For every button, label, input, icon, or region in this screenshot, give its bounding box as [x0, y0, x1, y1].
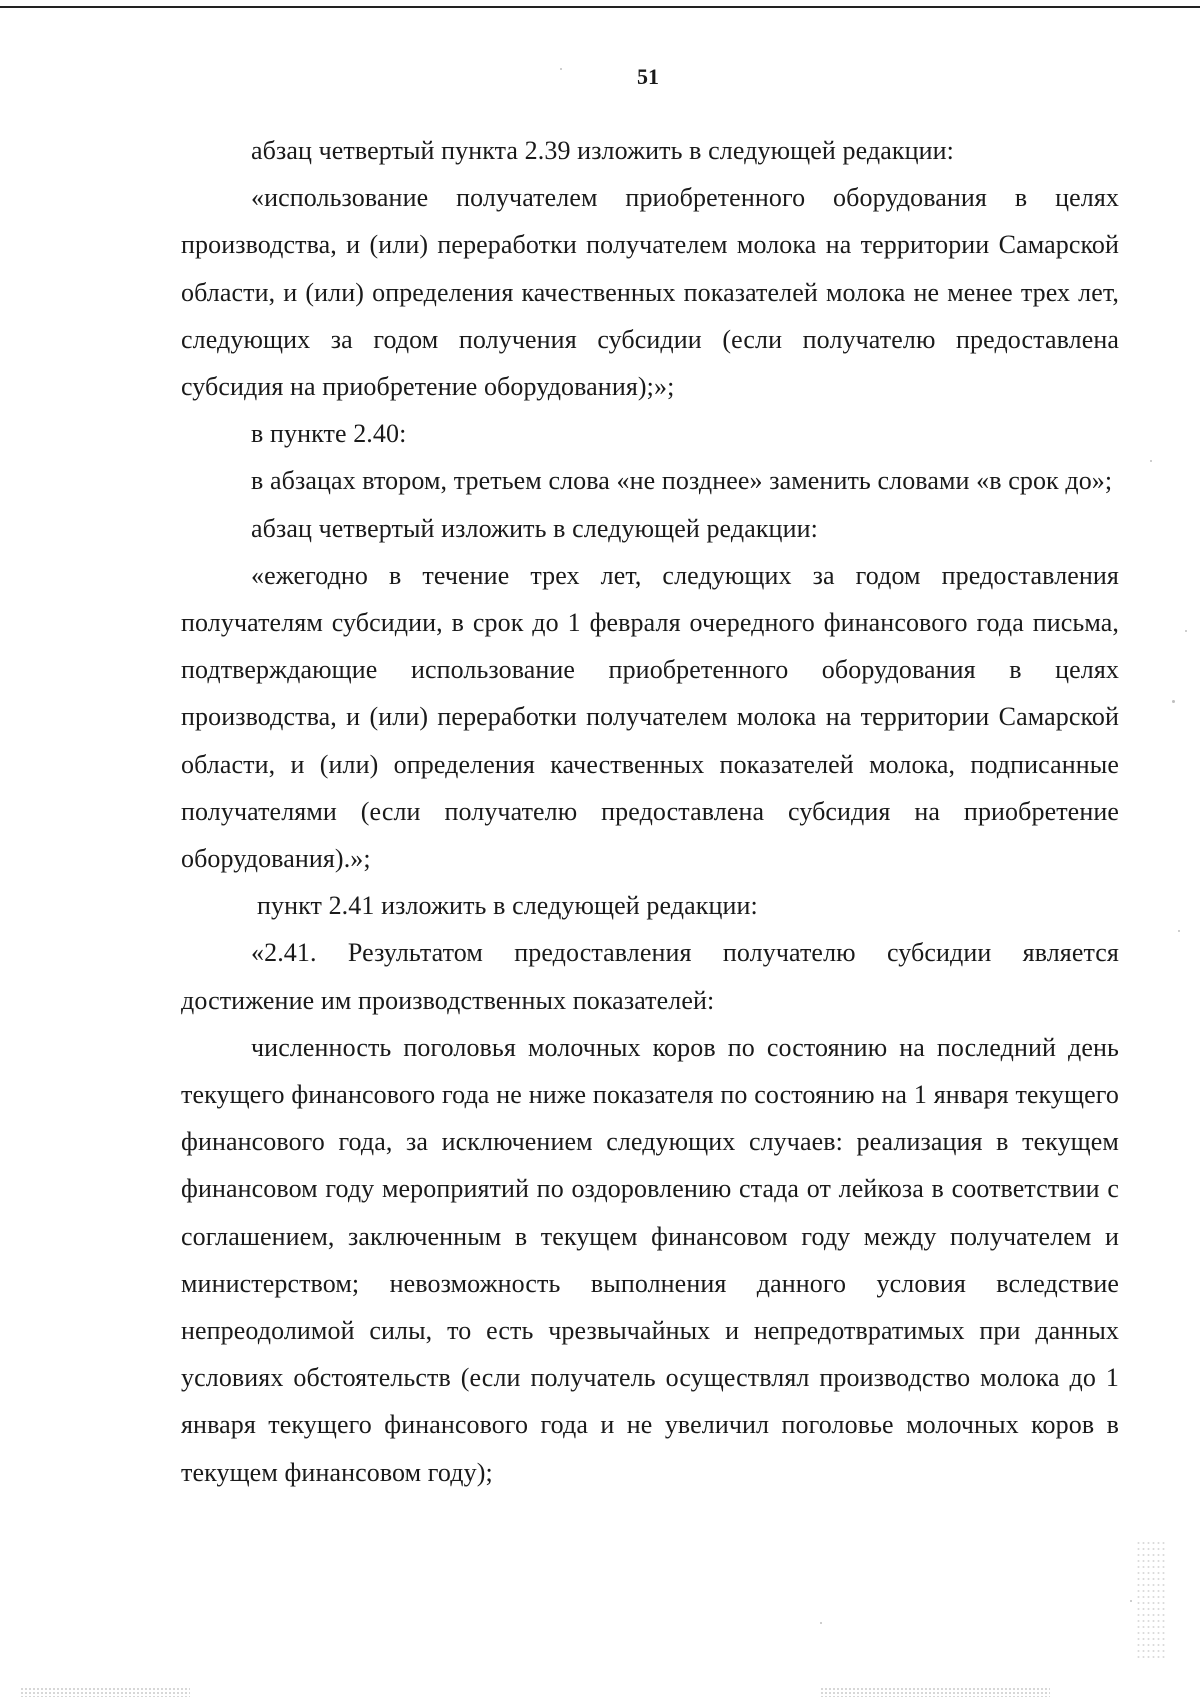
scan-speck [560, 68, 562, 70]
scan-noise-bottom [820, 1687, 1050, 1697]
paragraph-4: в абзацах втором, третьем слова «не позднее» заменить словами «в срок до»; [251, 466, 1113, 496]
paragraph-5: абзац четвертый изложить в следующей редакции: [251, 513, 818, 543]
scan-noise-edge [1136, 1540, 1166, 1660]
paragraph-1: абзац четвертый пункта 2.39 изложить в следующей редакции: [251, 136, 954, 165]
paragraph-6: «ежегодно в течение трех лет, следующих за годом предоставления получателям субсидии, в срок до 1 февраля очередного финансового года письма, подтверждающие использование приобретенного оборудования в целях производства, и (или) переработки получателем молока на территории Самарской области, и (или) определения качественных показателей молока, подписанные получателями (если получателю предоставлена субсидия на приобретение оборудования).»; [181, 560, 1119, 874]
scan-speck [1150, 460, 1152, 462]
paragraph-8: «2.41. Результатом предоставления получателю субсидии является достижение им производственных показателей: [181, 938, 1119, 1015]
scan-speck [820, 1622, 822, 1624]
page-number: 51 [637, 64, 659, 89]
paragraph-2: «использование получателем приобретенного оборудования в целях производства, и (или) переработки получателем молока на территории Самарской области, и (или) определения качественных показателей молока не менее трех лет, следующих за годом получения субсидии (если получателю предоставлена субсидия на приобретение оборудования);»; [181, 183, 1119, 402]
document-body [181, 127, 1119, 1496]
scan-noise-bottom [20, 1687, 190, 1697]
paragraph-9: численность поголовья молочных коров по состоянию на последний день текущего финансового года не ниже показателя по состоянию на 1 января текущего финансового года, за исключением следующих случаев: реализация в текущем финансовом году мероприятий по оздоровлению стада от лейкоза в соответствии с соглашением, заключенным в текущем финансовом году между получателем и министерством; невозможность выполнения данного условия вследствие непреодолимой силы, то есть чрезвычайных и непредотвратимых при данных условиях обстоятельств (если получатель осуществлял производство молока до 1 января текущего финансового года и не увеличил поголовье молочных коров в текущем финансовом году); [181, 1032, 1119, 1487]
paragraph-3: в пункте 2.40: [251, 419, 407, 449]
scan-speck [1172, 700, 1175, 703]
scan-speck [1178, 930, 1180, 932]
scan-speck [1185, 630, 1187, 632]
scan-speck [1130, 1600, 1132, 1602]
paragraph-7: пункт 2.41 изложить в следующей редакции: [257, 891, 758, 921]
scan-top-rule [0, 6, 1200, 8]
